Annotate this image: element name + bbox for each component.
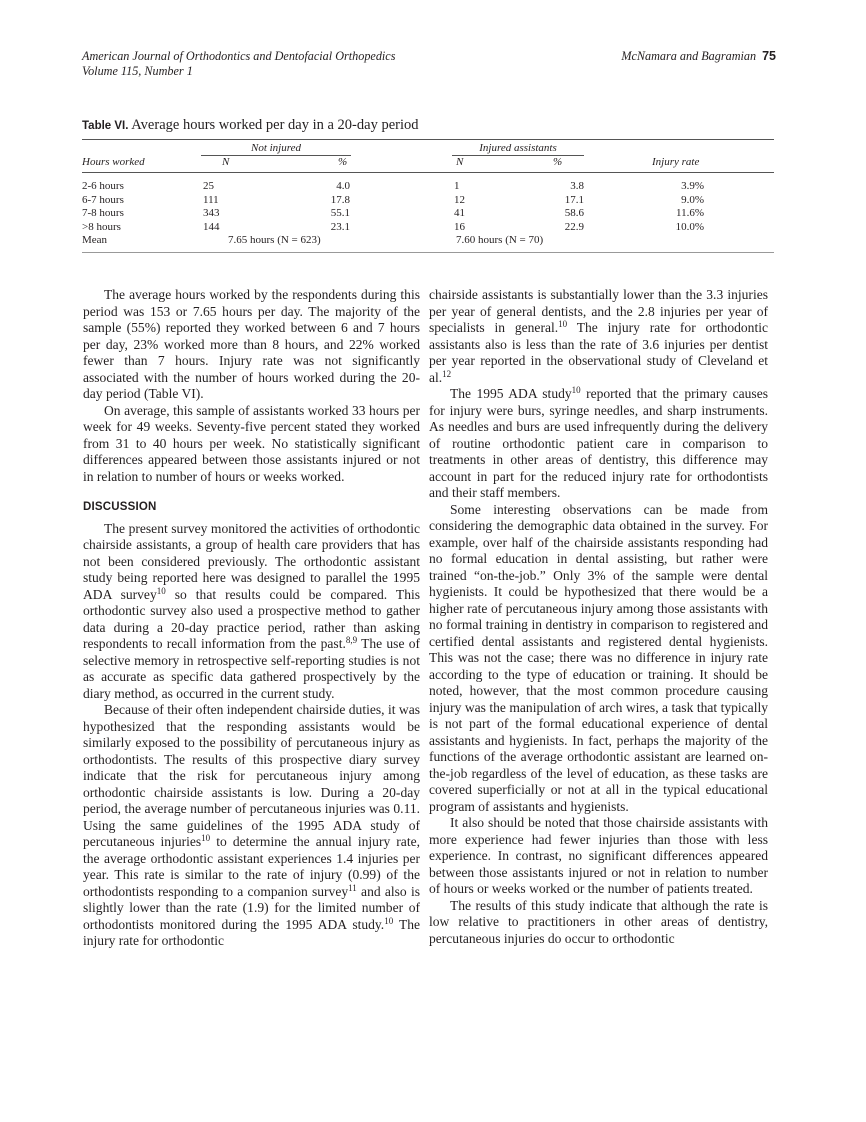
- injured-n: 12: [454, 193, 465, 206]
- injured-n: 41: [454, 207, 465, 220]
- paragraph: It also should be noted that those chairside assistants with more experience had fewer injuries than those with less experience. In contrast, no significant differences appeared between those assistants injured or not in relation to number of hours or weeks worked or the number of patients treated.: [429, 815, 768, 896]
- col-header-not-injured-n: N: [222, 156, 230, 168]
- citation: 11: [348, 882, 357, 893]
- injured-n: 1: [454, 180, 460, 192]
- col-header-injury-rate: Injury rate: [652, 156, 700, 168]
- row-label: 7-8 hours: [82, 207, 124, 220]
- citation: 12: [442, 368, 452, 379]
- citation: 10: [156, 585, 166, 596]
- journal-info: [82, 49, 395, 79]
- injured-pct: 22.9: [564, 220, 584, 233]
- row-label: 6-7 hours: [82, 193, 124, 206]
- mean-injured: 7.60 hours (N = 70): [456, 234, 544, 247]
- paragraph: Some interesting observations can be made from considering the demographic data obtained in the survey. For example, over half of the chairside assistants responding had no formal education in dental assisting, but rather were trained “on-the-job.” Only 3% of the sample were dental hygienists. It could be hypothesized that there would be a higher rate of percutaneous injury among those assistants with no formal training in dentistry in comparison to registered and certified dental assistants and registered dental hygienists. This was not the case; there was no difference in injury rate according to the type of education or training. It should be noted, however, that the most common procedure causing injury was the manipulation of arch wires, a task that typically is not part of the formal educational experience of dental assistants and hygienists. In fact, perhaps the majority of the functions of the average orthodontic assistant are learned on-the-job regardless of the level of education, as these tasks are covered superficially or not at all in the typical educational program of assistants and hygienists.: [429, 501, 768, 814]
- mean-not-injured: 7.65 hours (N = 623): [228, 234, 321, 247]
- table-header: [82, 140, 774, 172]
- paragraph: Because of their often independent chairside duties, it was hypothesized that the responding assistants would be similarly exposed to the possibility of percutaneous injury as orthodontists. The results of this prospective diary survey indicate that the risk for percutaneous injury among orthodontic chairside assistants is low. During a 20-day period, the average number of percutaneous injuries was 0.11. Using the same guidelines of the 1995 ADA study of percutaneous injuries$^{10}$ to determine the annual injury rate, the average orthodontic assistant experiences 1.4 injuries per year. This rate is similar to the rate of injury (0.99) of the orthodontists responding to a companion survey$^{11}$ and also is slightly lower than the rate (1.9) for the limited number of orthodontists monitored during the 1995 ADA study.$^{10}$ The injury rate for orthodontic: [83, 702, 421, 948]
- table-title: Average hours worked per day in a 20-day period: [131, 117, 419, 133]
- section-heading-discussion: DISCUSSION: [83, 501, 157, 513]
- not-injured-n: 25: [203, 180, 214, 192]
- mean-label: Mean: [82, 234, 108, 247]
- col-header-injured-n: N: [456, 156, 464, 168]
- citation: 10: [384, 915, 394, 926]
- paragraph: The average hours worked by the respondents during this period was 153 or 7.65 hours per day. The majority of the sample (55%) reported they worked between 6 and 7 hours per day, 23% worked more than 8 hours, and 22% worked fewer than 7 hours. Injury rate was not significantly associated with the number of hours worked during the 20-day period (Table VI).: [83, 287, 420, 401]
- running-authors: McNamara and Bagramian: [621, 49, 757, 63]
- injury-rate: 11.6%: [675, 207, 704, 220]
- injured-n: 16: [454, 220, 465, 233]
- table-caption: [82, 116, 774, 135]
- journal-title: American Journal of Orthodontics and Dentofacial Orthopedics: [82, 49, 396, 63]
- not-injured-pct: 23.1: [330, 220, 350, 233]
- journal-volume: Volume 115, Number 1: [82, 64, 193, 78]
- paragraph: The 1995 ADA study$^{10}$ reported that the primary causes for injury were burs, syringe needles, and sharp instruments. As needles and burs are used infrequently during the delivery of routine orthodontic patient care in comparison to treatments in other areas of dentistry, this difference may account in part for the reduced injury rate for orthodontists and their staff members.: [429, 385, 768, 500]
- table-row: [82, 207, 774, 221]
- citation: 8,9: [345, 635, 358, 645]
- injured-pct: 3.8: [570, 180, 584, 192]
- body-column-left: [83, 287, 420, 950]
- table-label: Table VI.: [82, 120, 129, 132]
- not-injured-n: 111: [203, 193, 219, 206]
- row-label: >8 hours: [82, 220, 121, 233]
- paragraph: The present survey monitored the activities of orthodontic chairside assistants, a group of health care providers that has not been considered previously. The orthodontic assistant study being reported here was designed to parallel the 1995 ADA survey$^{10}$ so that results could be compared. This orthodontic survey also used a prospective method to gather data during a 20-day practice period, rather than asking respondents to recall information from the past.$^{8,9}$ The use of selective memory in retrospective self-reporting studies is not as accurate as specific data gathered prospectively by the diary method, as occurred in the current study.: [83, 520, 421, 701]
- group-header-injured: Injured assistants: [479, 142, 557, 154]
- body-column-right: [429, 287, 768, 947]
- table-row: [82, 194, 774, 208]
- group-rule-injured: [452, 155, 584, 156]
- table-row-mean: [82, 234, 774, 248]
- col-header-injured-pct: %: [553, 156, 563, 168]
- not-injured-pct: 4.0: [336, 180, 350, 192]
- col-header-hours-worked: Hours worked: [82, 156, 145, 168]
- author-page: [621, 49, 776, 64]
- not-injured-n: 343: [203, 207, 220, 220]
- not-injured-n: 144: [203, 220, 220, 233]
- row-label: 2-6 hours: [82, 180, 124, 192]
- col-header-not-injured-pct: %: [338, 156, 348, 168]
- table-body: [82, 173, 774, 252]
- group-header-not-injured: Not injured: [250, 142, 301, 154]
- table-vi: [82, 116, 774, 253]
- paragraph: On average, this sample of assistants worked 33 hours per week for 49 weeks. Seventy-five percent stated they worked from 31 to 40 hours per week. No statistically significant differences appeared between those assistants injured or not in relation to number of hours or weeks worked.: [83, 402, 420, 484]
- not-injured-pct: 55.1: [330, 207, 350, 220]
- page-number: 75: [762, 49, 776, 63]
- injured-pct: 58.6: [564, 207, 584, 220]
- paragraph: The results of this study indicate that although the rate is low relative to practitioners in other areas of dentistry, percutaneous injuries do occur to orthodontic: [429, 897, 768, 946]
- table-row: [82, 180, 774, 194]
- paragraph-continued: chairside assistants is substantially lower than the 3.3 injuries per year of general dentists, and the 2.8 injuries per year of specialists in general.$^{10}$ The injury rate for orthodontic assistants also is less than the rate of 3.6 injuries per dentist per year reported in the observational study of Cleveland et al.$^{12}$: [429, 287, 768, 385]
- citation: 10: [201, 833, 211, 843]
- table-row: [82, 221, 774, 235]
- citation: 10: [558, 319, 568, 329]
- injury-rate: 9.0%: [681, 193, 704, 206]
- table-bottom-rule: [82, 252, 774, 253]
- injured-pct: 17.1: [564, 193, 584, 206]
- injury-rate: 3.9%: [681, 180, 704, 192]
- citation: 10: [571, 385, 581, 395]
- injury-rate: 10.0%: [675, 220, 704, 233]
- not-injured-pct: 17.8: [330, 193, 350, 206]
